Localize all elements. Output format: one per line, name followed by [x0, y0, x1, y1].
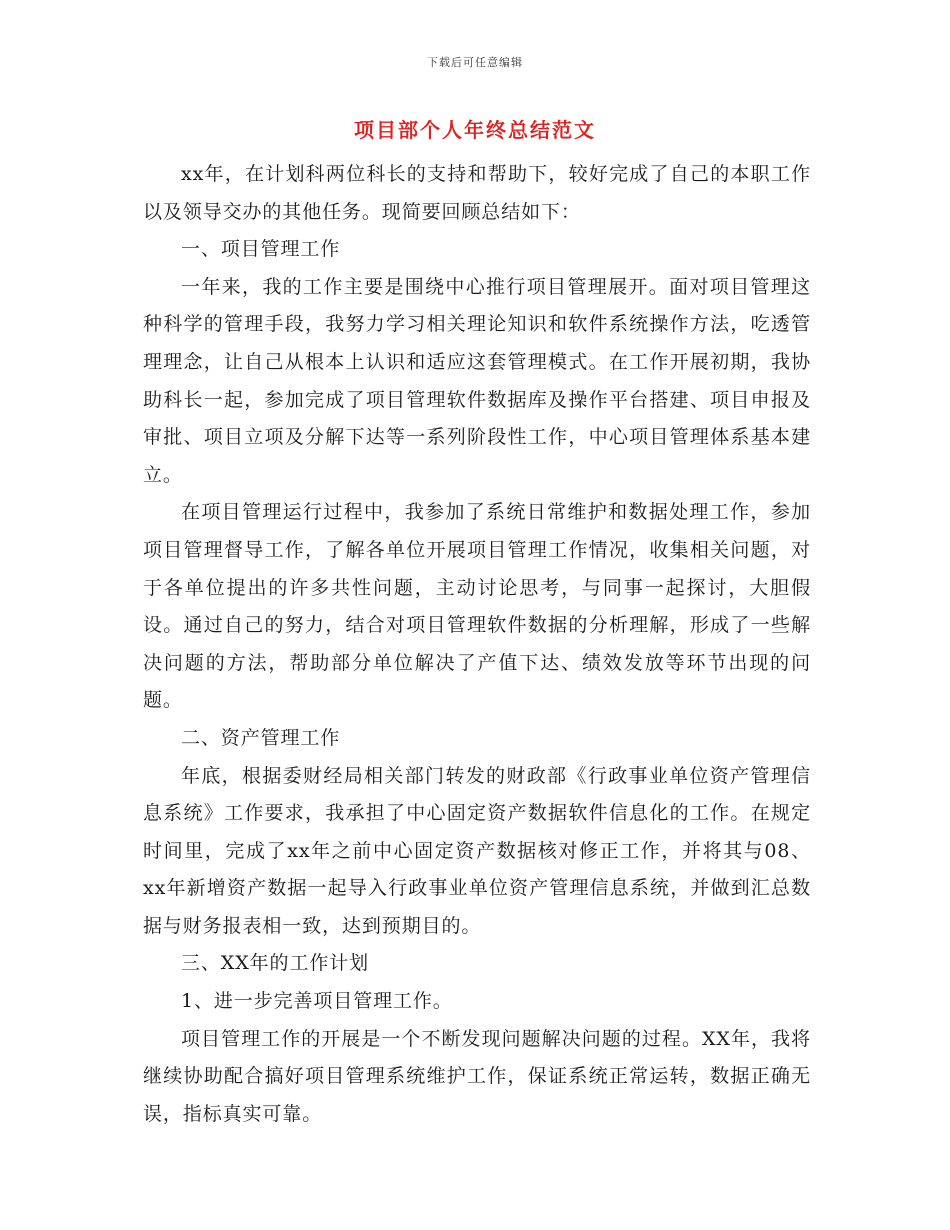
- document-title: 项目部个人年终总结范文: [354, 118, 596, 142]
- paragraph-project-management-1: 一年来，我的工作主要是围绕中心推行项目管理展开。面对项目管理这种科学的管理手段，我努力学习相关理论知识和软件系统操作方法，吃透管理理念，让自己从根本上认识和适应这套管理模式。在工作开展初期，我协助科长一起，参加完成了项目管理软件数据库及操作平台搭建、项目申报及审批、项目立项及分解下达等一系列阶段性工作，中心项目管理体系基本建立。: [143, 275, 811, 486]
- paragraph-asset-management: 年底，根据委财经局相关部门转发的财政部《行政事业单位资产管理信息系统》工作要求，我承担了中心固定资产数据软件信息化的工作。在规定时间里，完成了xx年之前中心固定资产数据核对修正工作，并将其与08、xx年新增资产数据一起导入行政事业单位资产管理信息系统，并做到汇总数据与财务报表相一致，达到预期目的。: [143, 764, 811, 937]
- document-body: [143, 156, 811, 1133]
- paragraph-project-management-2: 在项目管理运行过程中，我参加了系统日常维护和数据处理工作，参加项目管理督导工作，了解各单位开展项目管理工作情况，收集相关问题，对于各单位提出的许多共性问题，主动讨论思考，与同事一起探讨，大胆假设。通过自己的努力，结合对项目管理软件数据的分析理解，形成了一些解决问题的方法，帮助部分单位解决了产值下达、绩效发放等环节出现的问题。: [143, 501, 811, 712]
- paragraph-work-plan: 项目管理工作的开展是一个不断发现问题解决问题的过程。XX年，我将继续协助配合搞好项目管理系统维护工作，保证系统正常运转，数据正确无误，指标真实可靠。: [143, 1027, 811, 1125]
- paragraph-intro: xx年，在计划科两位科长的支持和帮助下，较好完成了自己的本职工作以及领导交办的其他任务。现简要回顾总结如下：: [143, 163, 811, 223]
- section-heading-project-management: 一、项目管理工作: [181, 238, 341, 261]
- section-heading-asset-management: 二、资产管理工作: [181, 726, 341, 749]
- subheading-plan-item-1: 1、进一步完善项目管理工作。: [181, 990, 453, 1013]
- section-heading-work-plan: 三、XX年的工作计划: [181, 952, 370, 975]
- page-header-note: 下载后可任意编辑: [427, 56, 523, 69]
